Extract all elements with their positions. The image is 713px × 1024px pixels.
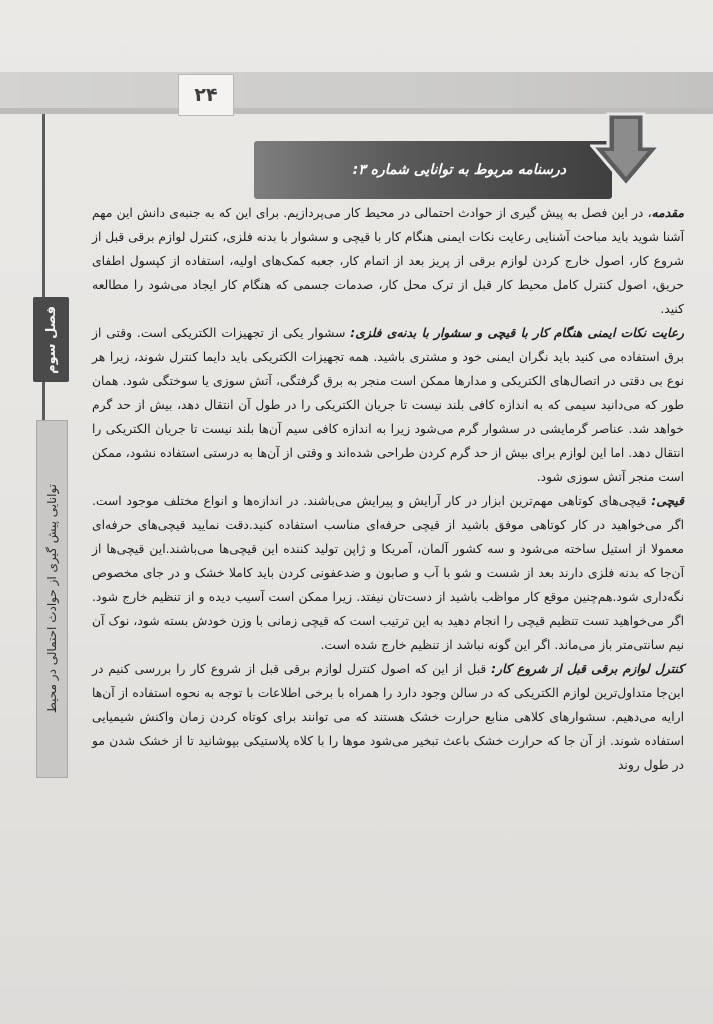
paragraph-intro <box>92 201 684 321</box>
paragraph-intro-lead: مقدمه <box>651 206 684 220</box>
paragraph-electrical-check <box>92 657 684 777</box>
paragraph-electrical-check-text: قبل از این که اصول کنترل لوازم برقی قبل از شروع کار را بررسی کنیم در این‌جا متداول‌ترین لوازم الکتریکی که در سالن وجود دارد را همراه با برخی اطلاعات با توجه به نحوه استفاده از آن‌ها ارایه می‌دهیم. سشوارهای کلاهی منابع حرارت خشک هستند که می توانند برای کوتاه کردن زمان واکنش شیمیایی استفاده شوند. از آن جا که حرارت خشک باعث تبخیر می‌شود موها را با کلاه پلاستیکی بپوشانید تا از خشک شدن مو در طول روند <box>92 662 684 772</box>
side-rule-middle <box>42 382 45 422</box>
page-number: ۲۴ <box>178 74 234 116</box>
paragraph-safety-text: سشوار یکی از تجهیزات الکتریکی است. وقتی از برق استفاده می کنید باید نگران ایمنی خود و مشتری باشید. همه تجهیزات الکتریکی باید دایما کنترل شوند، زیرا هر نوع بی دقتی در اتصال‌های الکتریکی و مدارها ممکن است منجر به برق گرفتگی، آتش سوزی یا سوختگی شود. همان طور که می‌دانید سیمی که به اندازه کافی بلند نیست تا جریان الکتریکی را در طول آن انتقال دهد، بیش از حد گرم خواهد شد. عناصر گرمایشی در سشوار گرم می‌شود زیرا به اندازه کافی سیم آن‌ها بلند نیست تا جریان الکتریکی را انتقال دهد. اما این لوازم برای بیش از حد گرم کردن طراحی شده‌اند و وقتی از آن‌ها به درستی استفاده نشود، ممکن است منجر آتش سوزی شود. <box>92 326 684 484</box>
paragraph-electrical-check-lead: کنترل لوازم برقی قبل از شروع کار: <box>491 662 684 676</box>
chapter-tab-label: فصل سوم <box>43 305 59 374</box>
paragraph-intro-text: ، در این فصل به پیش گیری از حوادث احتمالی در محیط کار می‌پردازیم. برای این که به جنبه‌ی دانش این مهم آشنا شوید باید مباحث آشنایی رعایت نکات ایمنی هنگام کار با قیچی و سشوار با بدنه فلزی، کنترل لوازم برقی قبل از شروع کار، اصول خارج کردن لوازم برقی از پریز بعد از اتمام کار، جعبه کمک‌های اولیه، استفاده از کپسول اطفای حریق، اصول کنترل کامل محیط کار قبل از ترک محل کار، صدمات جسمی که هنگام کار ایجاد می‌شود را مطالعه کنید. <box>92 206 684 316</box>
book-title-tab-label: توانایی پیش گیری از حوادث احتمالی در محیط <box>45 484 59 714</box>
lesson-banner <box>254 141 612 199</box>
side-rule-top <box>42 114 45 297</box>
paragraph-safety-lead: رعایت نکات ایمنی هنگام کار با قیچی و سشوار با بدنه‌ی فلزی: <box>350 326 684 340</box>
book-title-tab <box>36 420 68 778</box>
paragraph-safety <box>92 321 684 489</box>
paragraph-scissors-lead: قیچی: <box>651 494 684 508</box>
chapter-tab <box>33 297 69 382</box>
lesson-title: درسنامه مربوط به توانایی شماره ۳: <box>352 162 566 178</box>
body-text <box>92 201 684 991</box>
down-arrow-icon <box>590 112 662 188</box>
paragraph-scissors <box>92 489 684 657</box>
paragraph-scissors-text: قیچی‌های کوتاهی مهم‌ترین ابزار در کار آرایش و پیرایش می‌باشند. در اندازه‌ها و انواع مختلف موجود است. اگر می‌خواهید در کار کوتاهی موفق باشید از قیچی حرفه‌ای مناسب استفاده کنید.دقت نمایید قیچی‌های حرفه‌ای معمولا از استیل ساخته می‌شود و سه کشور آلمان، آمریکا و ژاپن تولید کننده این قیچی‌ها می‌باشند.این قیچی‌ها از آن‌جا که بدنه فلزی دارند بعد از شست و شو با آب و صابون و ضدعفونی کردن باید کاملا خشک و در جای مخصوص نگه‌داری شود.هم‌چنین موقع کار مواظب باشید از دست‌تان نیفتد. زیرا ممکن است آسیب دیده و از تنظیم خارج شود. اگر می‌خواهید تست تنظیم قیچی را انجام دهید به این ترتیب است که قیچی زمانی با وزن خودش بسته شود، نوک آن نیم سانتی‌متر باز می‌ماند. اگر این گونه نباشد از تنظیم خارج شده است. <box>92 494 684 652</box>
